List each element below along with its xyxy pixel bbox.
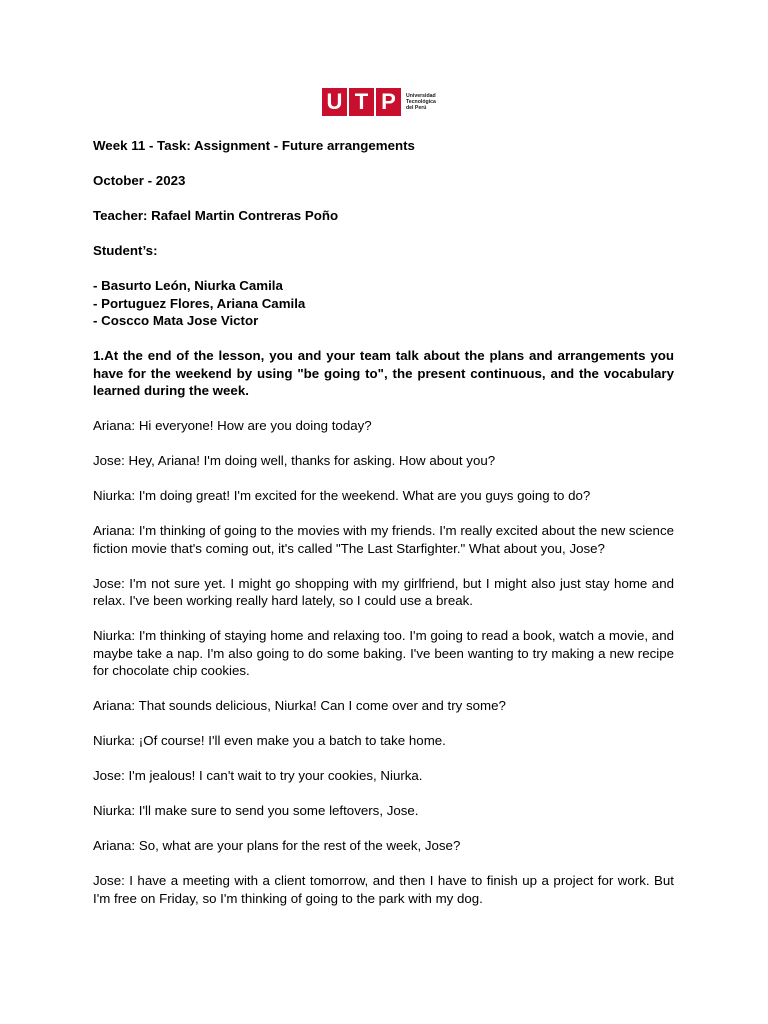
student-item: - Coscco Mata Jose Victor — [93, 313, 259, 328]
assignment-date: October - 2023 — [93, 173, 186, 188]
logo-line-3: del Perú — [406, 105, 427, 112]
dialogue-line: Jose: I'm jealous! I can't wait to try your cookies, Niurka. — [93, 768, 423, 783]
logo-letter-t: T — [349, 88, 374, 116]
task-instruction: 1.At the end of the lesson, you and your team talk about the plans and arrangements you have for the weekend by using "be going to", the present continuous, and the vocabulary learned during the week. — [93, 348, 674, 398]
dialogue-line: Ariana: Hi everyone! How are you doing today? — [93, 418, 372, 433]
dialogue-line: Jose: I'm not sure yet. I might go shopping with my girlfriend, but I might also just stay home and relax. I've been working really hard lately, so I could use a break. — [93, 575, 674, 608]
logo-line-1: Universidad — [406, 92, 436, 99]
dialogue-line: Jose: I have a meeting with a client tomorrow, and then I have to finish up a project for work. But I'm free on Friday, so I'm thinking of going to the park with my dog. — [93, 873, 674, 906]
dialogue-line: Niurka: I'm doing great! I'm excited for the weekend. What are you guys going to do? — [93, 488, 591, 503]
dialogue-line: Niurka: I'll make sure to send you some leftovers, Jose. — [93, 803, 419, 818]
logo-line-2: Tecnológica — [406, 98, 436, 105]
dialogue-line: Ariana: That sounds delicious, Niurka! Can I come over and try some? — [93, 698, 506, 713]
student-item: - Basurto León, Niurka Camila — [93, 278, 283, 293]
student-item: - Portuguez Flores, Ariana Camila — [93, 295, 306, 311]
dialogue-line: Jose: Hey, Ariana! I'm doing well, thanks for asking. How about you? — [93, 453, 496, 468]
logo-letter-u: U — [322, 88, 347, 116]
utp-logo — [322, 88, 436, 116]
dialogue-line: Ariana: I'm thinking of going to the movies with my friends. I'm really excited about the new science fiction movie that's coming out, it's called "The Last Starfighter." What about you, Jose? — [93, 523, 674, 556]
logo-letter-p: P — [376, 88, 401, 116]
dialogue-line: Niurka: I'm thinking of staying home and relaxing too. I'm going to read a book, watch a movie, and maybe take a nap. I'm also going to do some baking. I've been wanting to try making a new recipe for chocolate chip cookies. — [93, 628, 674, 678]
student-list — [93, 277, 674, 330]
students-label: Student’s: — [93, 243, 158, 258]
dialogue-line: Niurka: ¡Of course! I'll even make you a batch to take home. — [93, 733, 446, 748]
document-body — [93, 137, 674, 925]
teacher-name: Teacher: Rafael Martin Contreras Poño — [93, 208, 339, 223]
dialogue-line: Ariana: So, what are your plans for the rest of the week, Jose? — [93, 838, 461, 853]
logo-wordmark — [406, 93, 436, 112]
document-page — [93, 0, 674, 1024]
assignment-title: Week 11 - Task: Assignment - Future arrangements — [93, 138, 415, 153]
